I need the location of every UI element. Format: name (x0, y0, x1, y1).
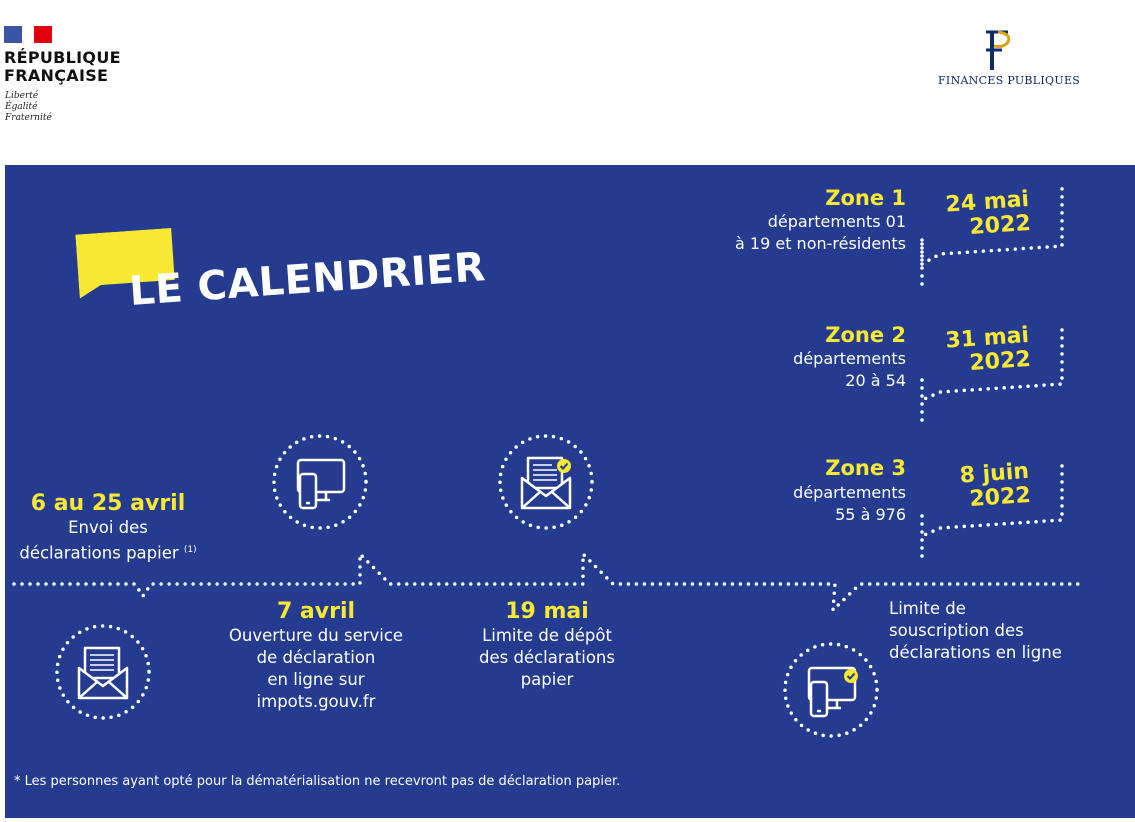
zone3-desc1: départements (793, 483, 906, 502)
zone2-desc2: 20 à 54 (845, 371, 906, 390)
papier-line2 (4, 539, 212, 565)
zone2-date-year: 2022 (968, 346, 1032, 377)
envelope-icon (73, 642, 133, 702)
papier-line1: Envoi des (68, 518, 148, 537)
zone2-date-day: 31 mai (944, 322, 1030, 354)
zone3-label: Zone 3 (825, 456, 906, 480)
ouverture-line4: impots.gouv.fr (256, 692, 376, 711)
computer-phone-icon (290, 452, 350, 512)
papier-line2-text: déclarations papier (19, 543, 179, 563)
souscription-line3: déclarations en ligne (889, 643, 1062, 662)
zone2-date (908, 324, 1031, 380)
depot-line2: des déclarations (479, 648, 615, 667)
zone3-date-day: 8 juin (958, 458, 1030, 489)
computer-phone-check-icon (801, 660, 861, 720)
zone2-label: Zone 2 (825, 323, 906, 347)
rf-line2: FRANÇAISE (4, 66, 109, 85)
zone2-desc1: départements (793, 349, 906, 368)
souscription-line2: souscription des (889, 621, 1024, 640)
depot-line1: Limite de dépôt (482, 626, 612, 645)
page-title: LE CALENDRIER (127, 244, 488, 315)
fp-name: FINANCES PUBLIQUES (938, 74, 1081, 87)
zone1-desc2: à 19 et non-résidents (735, 234, 906, 253)
ouverture-date: 7 avril (276, 599, 356, 624)
zone1-date-day: 24 mai (944, 186, 1030, 218)
zone1-label: Zone 1 (825, 186, 906, 210)
footnote: * Les personnes ayant opté pour la dématérialisation ne recevront pas de déclaration papier. (14, 774, 621, 789)
ouverture-line1: Ouverture du service (228, 626, 404, 645)
zone3-date (908, 460, 1031, 516)
motto-liberte: Liberté (5, 91, 39, 101)
zone3-date-year: 2022 (968, 482, 1032, 513)
ouverture-line2: de déclaration (256, 648, 376, 667)
zone3-desc2: 55 à 976 (835, 505, 906, 524)
ouverture-line3: en ligne sur (267, 670, 365, 689)
zone1-date (908, 188, 1031, 244)
rf-line1: RÉPUBLIQUE (4, 48, 121, 67)
zone1-date-year: 2022 (968, 210, 1032, 241)
papier-date: 6 au 25 avril (30, 491, 186, 516)
souscription-line1: Limite de (889, 599, 966, 618)
zone1-desc1: départements 01 (767, 212, 906, 231)
motto-egalite: Égalité (5, 102, 38, 112)
envelope-check-icon (516, 452, 576, 512)
depot-date: 19 mai (505, 599, 589, 624)
papier-note: (1) (183, 545, 197, 555)
motto-fraternite: Fraternité (5, 113, 52, 123)
depot-line3: papier (520, 670, 574, 689)
